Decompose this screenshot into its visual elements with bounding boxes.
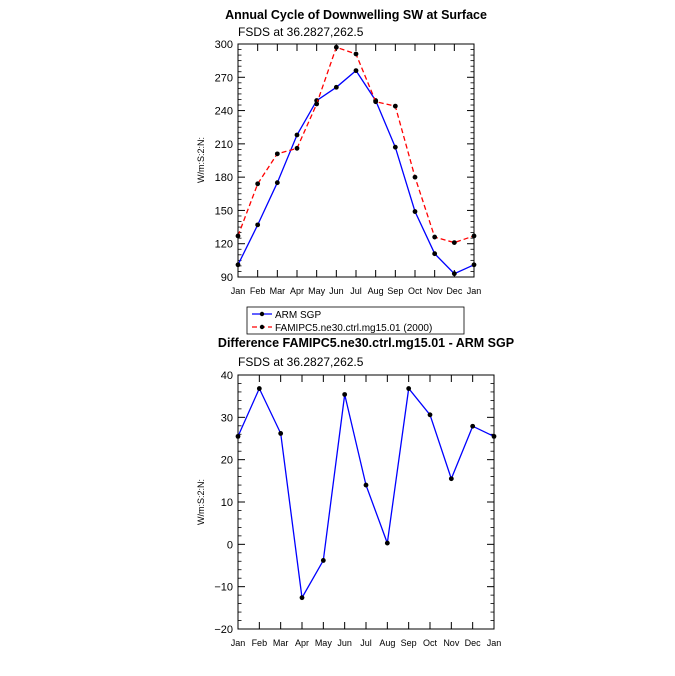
data-point <box>406 386 411 391</box>
y-tick-label: 300 <box>214 39 233 51</box>
x-tick-label: Jul <box>350 286 362 296</box>
chart1-x-ticks <box>231 44 482 296</box>
y-tick-label: 180 <box>214 172 233 185</box>
data-point <box>236 262 241 267</box>
legend-marker-arm-sgp <box>260 312 264 316</box>
x-tick-label: Sep <box>400 638 417 648</box>
x-tick-label: Jan <box>466 286 482 296</box>
data-point <box>364 483 369 488</box>
chart1-subtitle: FSDS at 36.2827,262.5 <box>238 25 364 39</box>
y-tick-label: 30 <box>220 412 233 425</box>
data-point <box>385 541 390 546</box>
y-tick-label: 150 <box>214 205 233 218</box>
y-tick-label: 120 <box>214 238 233 251</box>
x-tick-label: Nov <box>426 286 443 296</box>
x-tick-label: Sep <box>387 286 404 296</box>
y-tick-label: 240 <box>214 105 233 118</box>
chart2-x-ticks <box>231 375 502 648</box>
x-tick-label: May <box>308 286 326 296</box>
data-point <box>354 52 359 57</box>
x-tick-label: Oct <box>407 286 423 296</box>
legend-label-arm-sgp: ARM SGP <box>275 310 322 321</box>
x-tick-label: Dec <box>446 286 463 296</box>
data-point <box>236 234 241 239</box>
x-tick-label: Oct <box>422 638 438 648</box>
x-tick-label: Jan <box>230 638 246 648</box>
data-point <box>428 412 433 417</box>
data-point <box>452 271 457 276</box>
data-point <box>275 151 280 156</box>
chart2-y-axis-label: W/m:S:2:N: <box>196 478 206 526</box>
chart2-series <box>236 386 497 600</box>
x-tick-label: Jan <box>230 286 246 296</box>
x-tick-label: Feb <box>251 638 268 648</box>
y-tick-label: 210 <box>214 138 233 151</box>
x-tick-label: Aug <box>367 286 384 296</box>
y-tick-label: 90 <box>220 272 233 284</box>
chart-annual-cycle <box>196 8 487 334</box>
data-point <box>472 262 477 267</box>
data-point <box>470 424 475 429</box>
data-point <box>413 175 418 180</box>
chart2-title: Difference FAMIPC5.ne30.ctrl.mg15.01 - ARM SGP <box>217 336 515 350</box>
x-tick-label: Mar <box>272 638 289 648</box>
x-tick-label: Apr <box>289 286 305 296</box>
data-point <box>354 68 359 73</box>
data-point <box>334 85 339 90</box>
data-point <box>255 222 260 227</box>
y-tick-label: −20 <box>214 624 233 636</box>
data-point <box>334 45 339 50</box>
x-tick-label: Jun <box>337 638 352 648</box>
legend-marker-famipc5 <box>260 325 264 329</box>
data-point <box>449 476 454 481</box>
data-point <box>275 180 280 185</box>
data-point <box>393 145 398 150</box>
series-line <box>238 389 494 598</box>
data-point <box>236 434 241 439</box>
data-point <box>413 209 418 214</box>
x-tick-label: Jan <box>486 638 502 648</box>
data-point <box>472 234 477 239</box>
data-point <box>432 251 437 256</box>
y-tick-label: 40 <box>220 370 233 382</box>
chart1-title: Annual Cycle of Downwelling SW at Surface <box>225 8 487 22</box>
chart1-legend <box>247 307 464 334</box>
y-tick-label: 20 <box>220 454 233 467</box>
chart1-series <box>236 45 477 276</box>
data-point <box>255 181 260 186</box>
x-tick-label: Nov <box>443 638 460 648</box>
chart2-y-ticks <box>214 370 494 636</box>
x-tick-label: Mar <box>269 286 286 296</box>
chart2-subtitle: FSDS at 36.2827,262.5 <box>238 355 364 369</box>
x-tick-label: Aug <box>379 638 396 648</box>
data-point <box>314 102 319 107</box>
x-tick-label: Apr <box>294 638 310 648</box>
x-tick-label: Jul <box>360 638 372 648</box>
legend-label-famipc5: FAMIPC5.ne30.ctrl.mg15.01 (2000) <box>275 323 433 334</box>
series-line <box>238 71 474 274</box>
x-tick-label: May <box>314 638 332 648</box>
chart1-y-ticks <box>215 39 474 284</box>
y-tick-label: −10 <box>214 581 233 594</box>
x-tick-label: Dec <box>464 638 481 648</box>
y-tick-label: 0 <box>226 539 233 552</box>
x-tick-label: Jun <box>329 286 344 296</box>
data-point <box>295 146 300 151</box>
y-tick-label: 10 <box>220 497 233 509</box>
data-point <box>432 235 437 240</box>
data-point <box>452 240 457 245</box>
data-point <box>492 434 497 439</box>
series-line <box>238 47 474 242</box>
data-point <box>393 104 398 109</box>
data-point <box>295 133 300 138</box>
x-tick-label: Feb <box>249 286 266 296</box>
data-point <box>257 386 262 391</box>
data-point <box>373 99 378 104</box>
data-point <box>300 595 305 600</box>
data-point <box>321 558 326 563</box>
y-tick-label: 270 <box>214 72 233 85</box>
chart1-y-axis-label: W/m:S:2:N: <box>196 136 206 184</box>
data-point <box>278 431 283 436</box>
chart-difference <box>196 336 514 648</box>
data-point <box>342 392 347 397</box>
chart2-plot-frame <box>238 375 494 629</box>
